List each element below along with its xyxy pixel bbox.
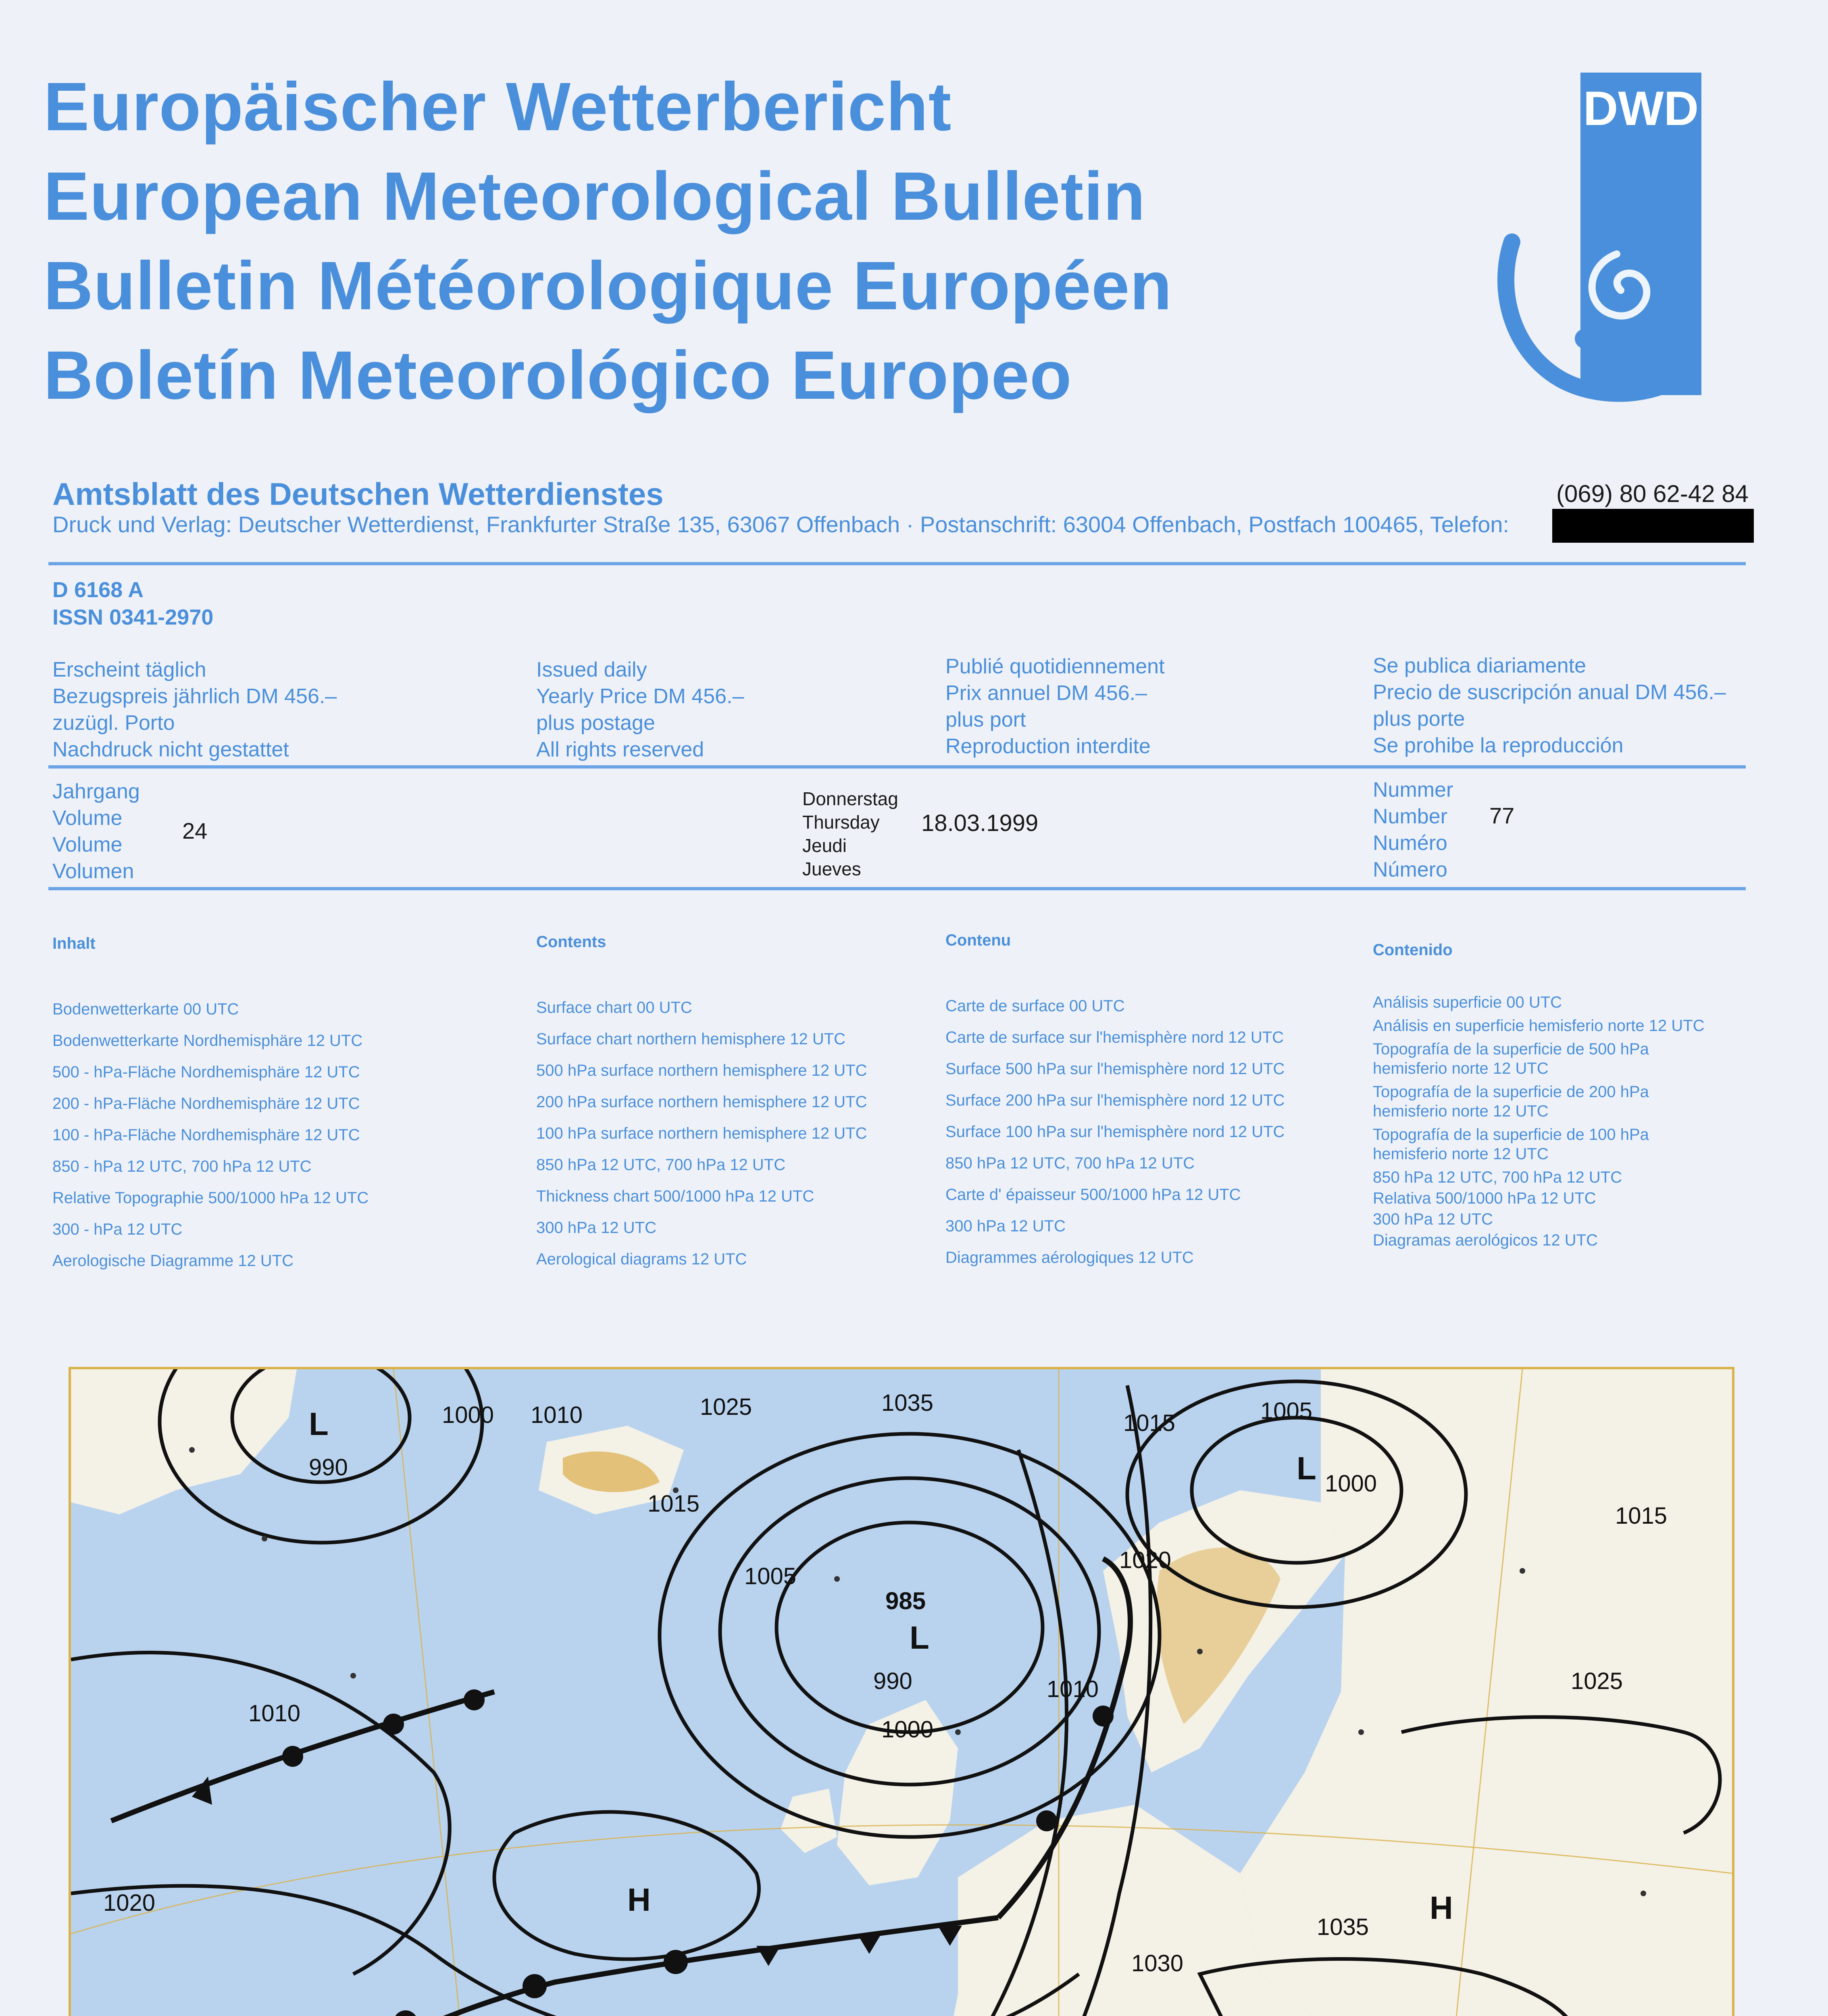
contents-list-fr xyxy=(945,990,1285,1273)
contents-item[interactable]: Carte de surface 00 UTC xyxy=(945,997,1125,1015)
isobar-label: 1015 xyxy=(1615,1503,1668,1529)
issue-column-fr xyxy=(945,653,1165,760)
issue-column-de xyxy=(52,656,337,763)
contents-item[interactable]: 300 hPa 12 UTC xyxy=(1373,1210,1493,1228)
isobar-label: 1005 xyxy=(744,1563,797,1589)
isobar-label: 1035 xyxy=(881,1390,934,1416)
dwd-logo-text: DWD xyxy=(1583,81,1699,135)
publisher-line: Druck und Verlag: Deutscher Wetterdienst, Frankfurter Straße 135, 63067 Offenbach · Postanschrift: 63004 Offenbach, Postfach 100465, Telefon: xyxy=(52,512,1509,537)
issue-code: D 6168 A xyxy=(52,578,144,602)
contents-item[interactable]: Relativa 500/1000 hPa 12 UTC xyxy=(1373,1189,1596,1207)
contents-item[interactable]: 100 - hPa-Fläche Nordhemisphäre 12 UTC xyxy=(52,1126,360,1144)
number-label: Numéro xyxy=(1373,831,1447,855)
contents-item[interactable]: 200 - hPa-Fläche Nordhemisphäre 12 UTC xyxy=(52,1095,360,1112)
contents-item[interactable]: Análisis en superficie hemisferio norte 12 UTC xyxy=(1373,1017,1705,1035)
contents-item[interactable]: Topografía de la superficie de 500 hPa hemisferio norte 12 UTC xyxy=(1373,1040,1649,1077)
issue-number: 77 xyxy=(1489,803,1515,828)
issue-date: 18.03.1999 xyxy=(921,810,1039,836)
number-label: Nummer xyxy=(1373,778,1453,802)
issue-text: Reproduction interdite xyxy=(945,735,1151,758)
issue-text: zuzügl. Porto xyxy=(52,711,175,735)
volume-label: Volumen xyxy=(52,860,134,883)
contents-item[interactable]: Bodenwetterkarte 00 UTC xyxy=(52,1000,239,1018)
contents-item[interactable]: Surface 100 hPa sur l'hemisphère nord 12 UTC xyxy=(945,1123,1285,1141)
volume-label: Volume xyxy=(52,806,123,830)
number-labels xyxy=(1373,777,1453,883)
contents-item[interactable]: Surface chart northern hemisphere 12 UTC xyxy=(536,1030,846,1048)
isobar-label: 1010 xyxy=(531,1402,583,1428)
contents-item[interactable]: Aerological diagrams 12 UTC xyxy=(536,1250,747,1268)
isobar-label: 1000 xyxy=(442,1402,494,1428)
issue-text: Yearly Price DM 456.– xyxy=(536,685,744,708)
title-es: Boletín Meteorológico Europeo xyxy=(44,337,1072,414)
contents-item[interactable]: Carte d' épaisseur 500/1000 hPa 12 UTC xyxy=(945,1186,1241,1204)
contents-item[interactable]: 850 - hPa 12 UTC, 700 hPa 12 UTC xyxy=(52,1158,312,1175)
divider-3 xyxy=(48,887,1746,890)
contents-item[interactable]: Relative Topographie 500/1000 hPa 12 UTC xyxy=(52,1189,369,1207)
contents-heading-es: Contenido xyxy=(1373,941,1453,959)
contents-item[interactable]: 850 hPa 12 UTC, 700 hPa 12 UTC xyxy=(945,1154,1195,1172)
volume-label: Volume xyxy=(52,833,123,856)
issn-code: ISSN 0341-2970 xyxy=(52,605,214,629)
volume-value: 24 xyxy=(182,818,208,843)
contents-item[interactable]: Análisis superficie 00 UTC xyxy=(1373,993,1562,1011)
contents-list-de xyxy=(52,993,369,1277)
amtsblatt-heading: Amtsblatt des Deutschen Wetterdienstes xyxy=(52,476,664,512)
contents-item[interactable]: 300 - hPa 12 UTC xyxy=(52,1220,183,1238)
contents-item[interactable]: Surface 200 hPa sur l'hemisphère nord 12 UTC xyxy=(945,1091,1285,1109)
contents-item[interactable]: Surface chart 00 UTC xyxy=(536,999,692,1016)
number-label: Número xyxy=(1373,858,1447,881)
dwd-spiral-icon xyxy=(1488,161,1746,411)
issue-text: Precio de suscripción anual DM 456.– xyxy=(1373,681,1726,704)
contents-heading-de: Inhalt xyxy=(52,935,96,952)
isobar-label: 1000 xyxy=(1325,1470,1377,1497)
issue-column-es xyxy=(1373,652,1726,759)
isobar-label: 1025 xyxy=(1571,1668,1623,1694)
isobar-label: 1015 xyxy=(1123,1410,1176,1436)
redacted-block xyxy=(1552,509,1754,543)
isobar-label: 990 xyxy=(309,1454,348,1481)
isobar-label: 1025 xyxy=(700,1394,752,1420)
low-pressure-center: L xyxy=(910,1620,929,1656)
contents-item[interactable]: 500 - hPa-Fläche Nordhemisphäre 12 UTC xyxy=(52,1063,360,1081)
issue-text: Se prohibe la reproducción xyxy=(1373,734,1624,757)
contents-item[interactable]: 500 hPa surface northern hemisphere 12 UTC xyxy=(536,1062,867,1079)
isobar-label: 1005 xyxy=(1260,1398,1313,1424)
contents-list-en xyxy=(536,992,867,1275)
contents-item[interactable]: Topografía de la superficie de 200 hPa hemisferio norte 12 UTC xyxy=(1373,1083,1649,1120)
isobar-label: 1000 xyxy=(881,1716,934,1743)
contents-item[interactable]: Diagrammes aérologiques 12 UTC xyxy=(945,1249,1194,1266)
issue-text: Nachdruck nicht gestattet xyxy=(52,738,289,761)
contents-item[interactable]: 850 hPa 12 UTC, 700 hPa 12 UTC xyxy=(1373,1168,1622,1186)
divider-1 xyxy=(48,562,1746,565)
isobar-label: 1020 xyxy=(103,1890,156,1916)
volume-labels xyxy=(52,778,140,885)
issue-text: Bezugspreis jährlich DM 456.– xyxy=(52,685,337,708)
isobar-label: 990 xyxy=(873,1668,912,1694)
title-de: Europäischer Wetterbericht xyxy=(44,69,952,145)
isobar-label: 1010 xyxy=(248,1700,301,1727)
issue-text: Se publica diariamente xyxy=(1373,654,1586,677)
high-pressure-center: H xyxy=(627,1882,651,1918)
contents-item[interactable]: 850 hPa 12 UTC, 700 hPa 12 UTC xyxy=(536,1156,786,1174)
contents-item[interactable]: 200 hPa surface northern hemisphere 12 UTC xyxy=(536,1093,867,1111)
land-greenland-iceland xyxy=(71,1369,297,1514)
contents-item[interactable]: 100 hPa surface northern hemisphere 12 UTC xyxy=(536,1125,867,1142)
issue-text: plus postage xyxy=(536,711,655,735)
surface-weather-map[interactable] xyxy=(69,1367,1734,2016)
divider-2 xyxy=(48,765,1746,768)
contents-list-es xyxy=(1373,993,1711,1250)
issue-text: plus porte xyxy=(1373,707,1465,731)
issue-text: Publié quotidiennement xyxy=(945,655,1165,678)
issue-text: Prix annuel DM 456.– xyxy=(945,681,1147,705)
title-en: European Meteorological Bulletin xyxy=(44,158,1146,235)
contents-item[interactable]: Surface 500 hPa sur l'hemisphère nord 12 UTC xyxy=(945,1060,1285,1078)
isobar-label: 1015 xyxy=(648,1491,700,1517)
contents-item[interactable]: Bodenwetterkarte Nordhemisphäre 12 UTC xyxy=(52,1032,363,1050)
day-labels xyxy=(802,787,898,881)
contents-item[interactable]: 300 hPa 12 UTC xyxy=(536,1219,656,1237)
contents-heading-en: Contents xyxy=(536,933,606,951)
contents-item[interactable]: Diagramas aerológicos 12 UTC xyxy=(1373,1231,1598,1249)
isobar-label: 1035 xyxy=(1317,1914,1369,1940)
issue-text: All rights reserved xyxy=(536,738,704,761)
isobar-label: 985 xyxy=(885,1587,926,1614)
isobar-label: 1030 xyxy=(1131,1950,1184,1976)
contents-item[interactable]: 300 hPa 12 UTC xyxy=(945,1217,1066,1235)
issue-text: plus port xyxy=(945,708,1026,731)
contents-item[interactable]: Thickness chart 500/1000 hPa 12 UTC xyxy=(536,1187,814,1205)
day-label: Thursday xyxy=(802,812,880,833)
title-fr: Bulletin Météorologique Européen xyxy=(44,248,1172,324)
number-label: Number xyxy=(1373,805,1447,828)
day-label: Jueves xyxy=(802,858,861,879)
issue-text: Issued daily xyxy=(536,658,647,681)
contents-heading-fr: Contenu xyxy=(945,931,1011,949)
low-pressure-center: L xyxy=(1297,1450,1316,1486)
volume-label: Jahrgang xyxy=(52,780,140,803)
contents-item[interactable]: Topografía de la superficie de 100 hPa hemisferio norte 12 UTC xyxy=(1373,1126,1649,1163)
low-pressure-center: L xyxy=(309,1406,329,1442)
contents-item[interactable]: Aerologische Diagramme 12 UTC xyxy=(52,1252,294,1270)
day-label: Donnerstag xyxy=(802,788,898,809)
issue-column-en xyxy=(536,656,744,763)
isobar-label: 1020 xyxy=(1119,1547,1172,1573)
high-pressure-center: H xyxy=(1430,1890,1453,1926)
issue-text: Erscheint täglich xyxy=(52,658,206,681)
day-label: Jeudi xyxy=(802,835,847,856)
isobar-label: 1010 xyxy=(1047,1676,1099,1702)
phone-number: (069) 80 62-42 84 xyxy=(1556,480,1749,507)
contents-item[interactable]: Carte de surface sur l'hemisphère nord 12 UTC xyxy=(945,1029,1284,1046)
